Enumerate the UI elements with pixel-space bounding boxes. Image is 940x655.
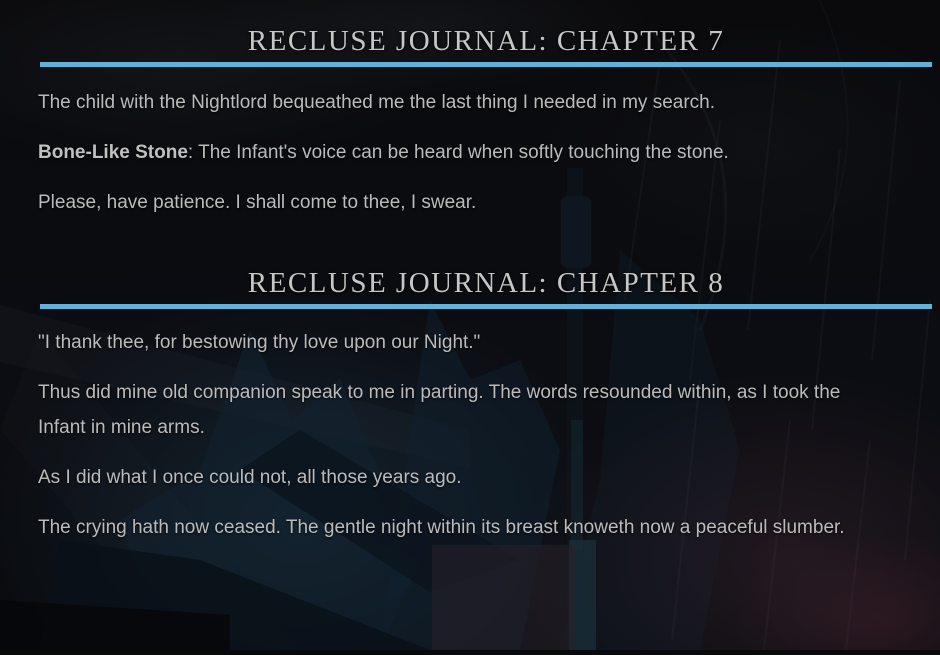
- journal-section-chapter-8: [0, 267, 940, 545]
- journal-paragraph: The child with the Nightlord bequeathed me the last thing I needed in my search.: [38, 92, 716, 113]
- journal-paragraph: Please, have patience. I shall come to thee, I swear.: [38, 192, 477, 213]
- journal-paragraph: As I did what I once could not, all those years ago.: [38, 467, 462, 488]
- chapter-8-title: RECLUSE JOURNAL: CHAPTER 8: [247, 267, 725, 299]
- journal-paragraph: Thus did mine old companion speak to me in parting. The words resounded within, as I took the Infant in mine arms.: [38, 382, 841, 438]
- item-description: : The Infant's voice can be heard when softly touching the stone.: [187, 142, 729, 163]
- chapter-7-title: RECLUSE JOURNAL: CHAPTER 7: [247, 25, 725, 57]
- chapter-7-body: [0, 67, 940, 220]
- item-name-bold: Bone-Like Stone: [38, 142, 188, 163]
- journal-paragraph: [38, 135, 890, 170]
- journal-paragraph: "I thank thee, for bestowing thy love upon our Night.": [38, 332, 481, 353]
- journal-paragraph: The crying hath now ceased. The gentle night within its breast knoweth now a peaceful slumber.: [38, 517, 845, 538]
- chapter-8-body: [0, 309, 940, 545]
- journal-section-chapter-7: [0, 0, 940, 220]
